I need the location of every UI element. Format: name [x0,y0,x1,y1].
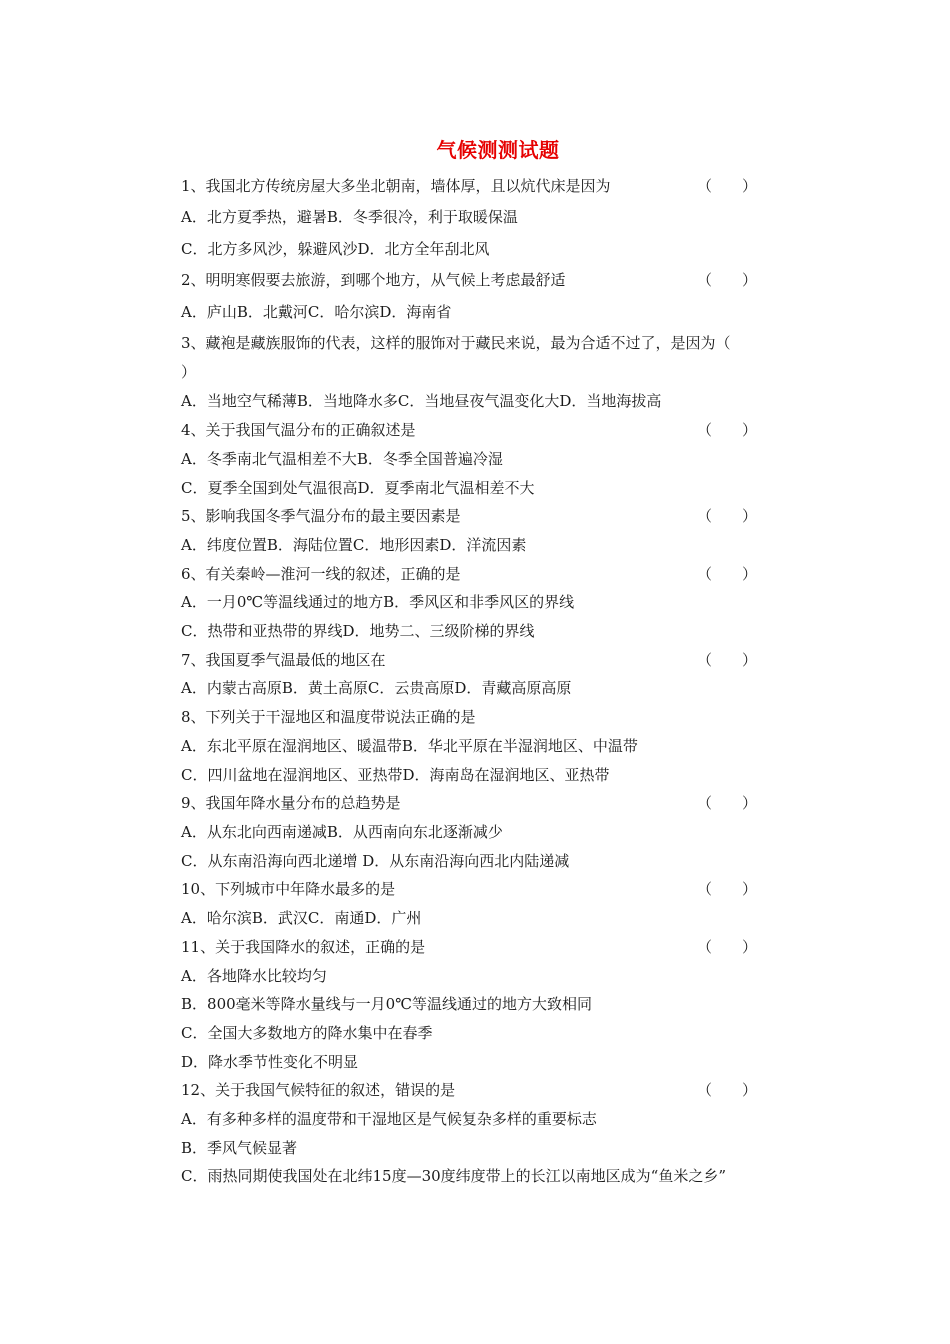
question-2-answer-paren: （ ） [697,271,758,289]
question-9-stem: 9、我国年降水量分布的总趋势是 [181,794,401,812]
question-2-option-line-1: A．庐山B．北戴河C．哈尔滨D．海南省 [181,303,452,321]
question-2-stem: 2、明明寒假要去旅游，到哪个地方，从气候上考虑最舒适 [181,271,566,289]
question-1-option-line-1: A．北方夏季热，避暑B．冬季很冷，利于取暖保温 [181,208,518,226]
question-7-stem: 7、我国夏季气温最低的地区在 [181,651,386,669]
question-4-answer-paren: （ ） [697,421,758,439]
question-5-answer-paren: （ ） [697,507,758,525]
page-title: 气候测测试题 [436,138,560,162]
question-11-option-b: B．800毫米等降水量线与一月0℃等温线通过的地方大致相同 [181,995,592,1013]
question-12-option-a: A．有多种多样的温度带和干湿地区是气候复杂多样的重要标志 [181,1110,597,1128]
question-7-option-line-1: A．内蒙古高原B．黄土高原C．云贵高原D．青藏高原高原 [181,679,572,697]
question-1-stem: 1、我国北方传统房屋大多坐北朝南，墙体厚，且以炕代床是因为 [181,177,611,195]
question-11-option-c: C．全国大多数地方的降水集中在春季 [181,1024,433,1042]
question-12-option-c: C．雨热同期使我国处在北纬15度—30度纬度带上的长江以南地区成为“鱼米之乡” [181,1167,726,1185]
question-8-stem: 8、下列关于干湿地区和温度带说法正确的是 [181,708,476,726]
question-11-stem: 11、关于我国降水的叙述，正确的是 [181,938,426,956]
question-9-option-line-1: A．从东北向西南递减B．从西南向东北逐渐减少 [181,823,503,841]
question-3-stem: 3、藏袍是藏族服饰的代表，这样的服饰对于藏民来说，最为合适不过了，是因为（ [181,334,731,352]
question-8-option-line-1: A．东北平原在湿润地区、暖温带B．华北平原在半湿润地区、中温带 [181,737,638,755]
question-11-answer-paren: （ ） [697,938,758,956]
question-11-option-d: D．降水季节性变化不明显 [181,1053,359,1071]
question-5-stem: 5、影响我国冬季气温分布的最主要因素是 [181,507,461,525]
question-7-answer-paren: （ ） [697,651,758,669]
question-10-stem: 10、下列城市中年降水最多的是 [181,880,396,898]
question-11-option-a: A．各地降水比较均匀 [181,967,327,985]
question-6-option-line-1: A．一月0℃等温线通过的地方B．季风区和非季风区的界线 [181,593,575,611]
question-1-option-line-2: C．北方多风沙，躲避风沙D．北方全年刮北风 [181,240,490,258]
question-3-stem-continuation: ） [181,363,197,381]
question-6-option-line-2: C．热带和亚热带的界线D．地势二、三级阶梯的界线 [181,622,535,640]
question-9-answer-paren: （ ） [697,794,758,812]
question-1-answer-paren: （ ） [697,177,758,195]
question-9-option-line-2: C．从东南沿海向西北递增 D．从东南沿海向西北内陆递减 [181,852,570,870]
question-8-option-line-2: C．四川盆地在湿润地区、亚热带D．海南岛在湿润地区、亚热带 [181,766,610,784]
question-6-answer-paren: （ ） [697,565,758,583]
question-12-answer-paren: （ ） [697,1081,758,1099]
question-4-stem: 4、关于我国气温分布的正确叙述是 [181,421,416,439]
question-6-stem: 6、有关秦岭—淮河一线的叙述，正确的是 [181,565,461,583]
question-12-stem: 12、关于我国气候特征的叙述，错误的是 [181,1081,456,1099]
question-3-option-line-1: A．当地空气稀薄B．当地降水多C．当地昼夜气温变化大D．当地海拔高 [181,392,662,410]
question-4-option-line-2: C．夏季全国到处气温很高D．夏季南北气温相差不大 [181,479,535,497]
question-10-answer-paren: （ ） [697,880,758,898]
question-10-option-line-1: A．哈尔滨B．武汉C．南通D．广州 [181,909,422,927]
question-12-option-b: B．季风气候显著 [181,1139,298,1157]
question-4-option-line-1: A．冬季南北气温相差不大B．冬季全国普遍冷湿 [181,450,503,468]
question-5-option-line-1: A．纬度位置B．海陆位置C．地形因素D．洋流因素 [181,536,527,554]
